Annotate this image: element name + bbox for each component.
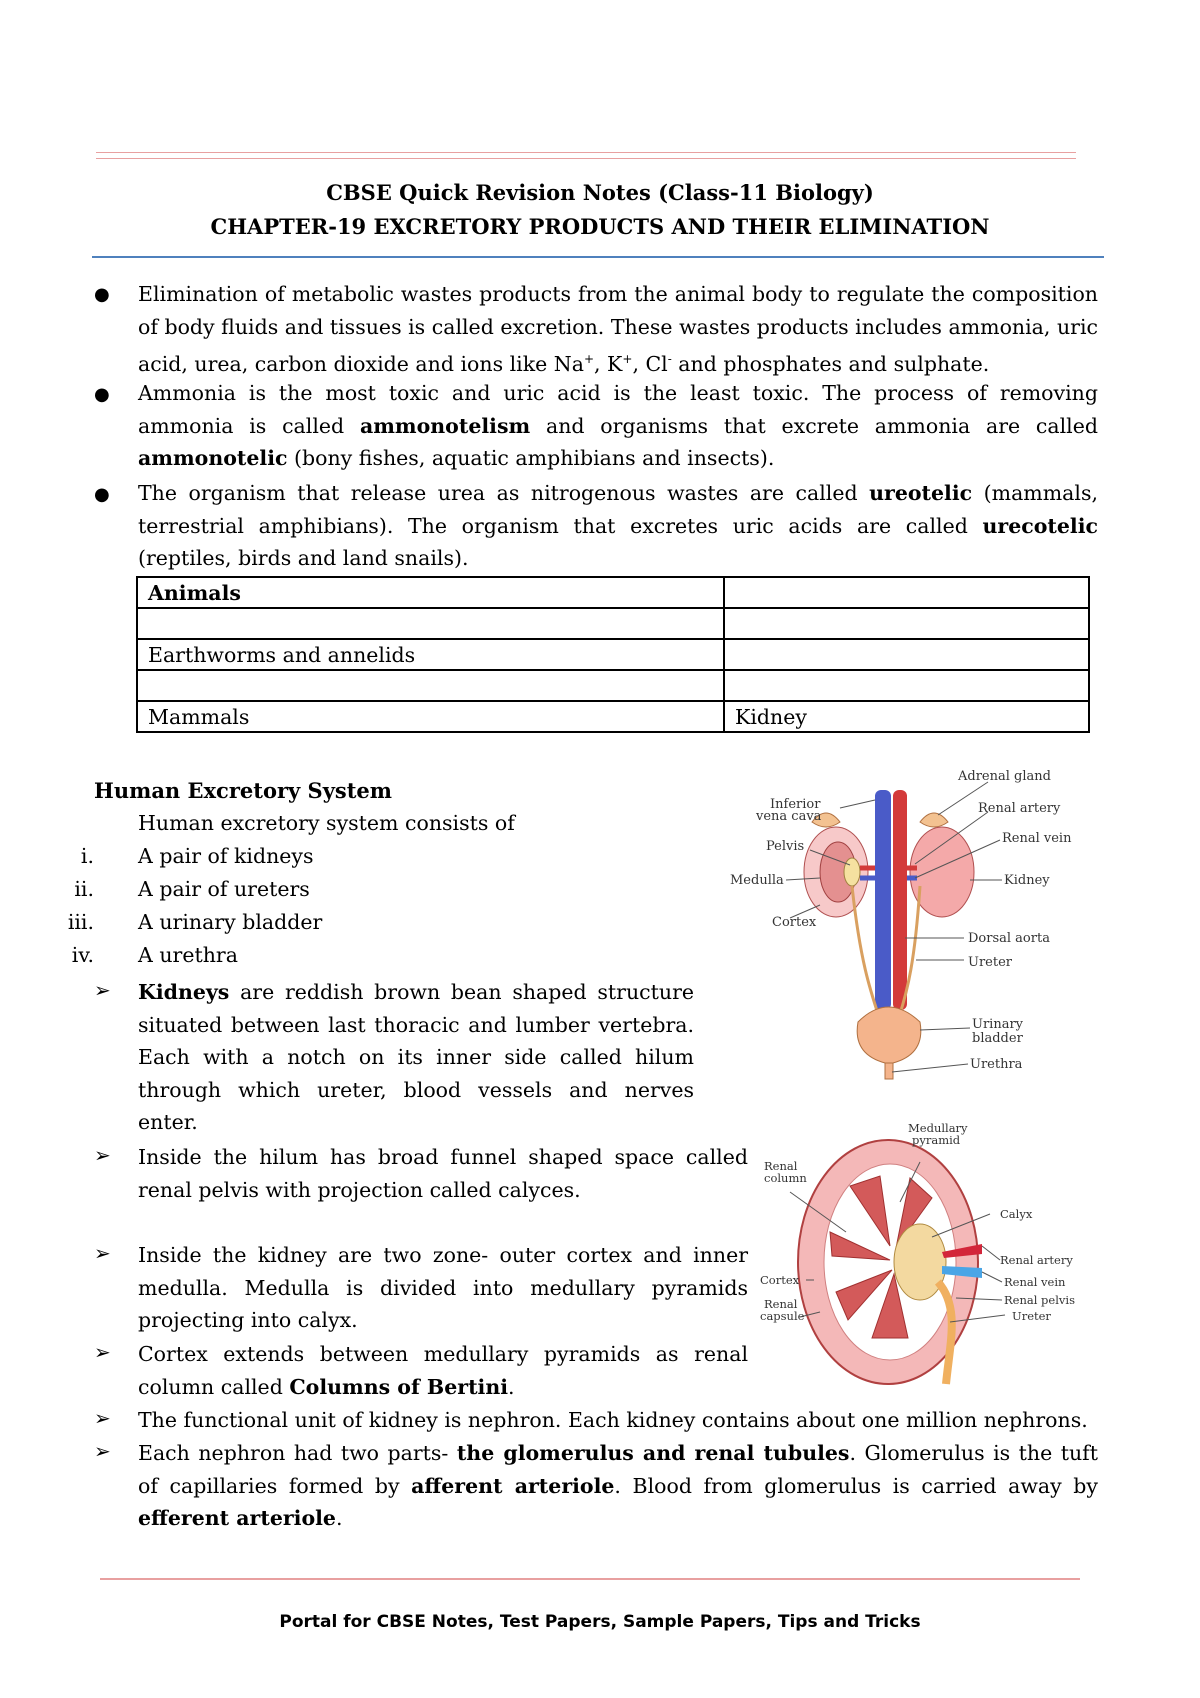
table-row xyxy=(137,670,1089,701)
label: Cortex xyxy=(760,1273,800,1287)
table-cell: Kidney xyxy=(724,701,1089,732)
text-run: (mammals, terrestrial amphibians). The organism that excretes uric acids are called xyxy=(138,481,1098,538)
table-row xyxy=(137,577,1089,608)
text-run: Ammonia is the most toxic and uric acid is the least toxic. The process of removing ammonia is called xyxy=(138,381,1098,438)
bullet-paragraph xyxy=(138,477,1098,575)
arrow-bullet-icon: ➢ xyxy=(94,1439,111,1463)
header-rule-top xyxy=(96,152,1076,153)
label: Cortex xyxy=(772,915,817,930)
label: Inferior xyxy=(770,797,821,812)
point-paragraph xyxy=(138,976,694,1139)
label: Renal xyxy=(764,1159,798,1173)
animals-table xyxy=(136,576,1090,733)
text-run: . Glomerulus is the tuft of capillaries formed by xyxy=(138,1441,1098,1498)
text-run: The organism that release urea as nitrogenous wastes are called xyxy=(138,481,870,505)
table-cell: Mammals xyxy=(137,701,724,732)
label: Medulla xyxy=(730,873,784,888)
footer-text: Portal for CBSE Notes, Test Papers, Sample Papers, Tips and Tricks xyxy=(279,1612,921,1632)
text-run: are reddish brown bean shaped structure situated between last thoracic and lumber vertebra. Each with a notch on its inner side called hilum through which ureter, blood vessels and nerves enter. xyxy=(138,980,694,1134)
kidney-left-pelvis xyxy=(844,858,860,886)
text-run: . xyxy=(335,1506,343,1530)
bullet-paragraph xyxy=(138,278,1098,380)
label: Urinary xyxy=(972,1017,1024,1032)
dorsal-aorta xyxy=(893,790,907,1010)
list-number: i. xyxy=(80,844,94,868)
label: Renal vein xyxy=(1002,831,1072,846)
excretory-system-diagram xyxy=(720,760,1100,1090)
text-run: (bony fishes, aquatic amphibians and insects). xyxy=(287,446,775,470)
superscript: - xyxy=(667,352,672,366)
label: Kidney xyxy=(1004,873,1050,888)
label: capsule xyxy=(760,1309,805,1323)
term-bold: Kidneys xyxy=(138,980,230,1004)
list-item: A urinary bladder xyxy=(138,910,323,934)
table-cell: Earthworms and annelids xyxy=(137,639,724,670)
list-number: iii. xyxy=(67,910,94,934)
table-cell xyxy=(724,670,1089,701)
list-item: A urethra xyxy=(138,943,238,967)
text-run: , Cl xyxy=(632,351,668,376)
label: Urethra xyxy=(970,1057,1023,1072)
urinary-bladder xyxy=(857,1007,921,1064)
list-item: A pair of ureters xyxy=(138,877,310,901)
label: Medullary xyxy=(908,1122,968,1135)
text-run: Inside the kidney are two zone- outer cortex and inner medulla. Medulla is divided into medullary pyramids projecting into calyx. xyxy=(138,1243,748,1332)
title-rule xyxy=(92,256,1104,258)
text-run: , K xyxy=(594,351,623,376)
text-run: and organisms that excrete ammonia are called xyxy=(530,413,1098,438)
header-rule-bottom xyxy=(96,158,1076,159)
text-run: . Blood from glomerulus is carried away by xyxy=(614,1473,1098,1498)
section-title: Human Excretory System xyxy=(94,778,393,803)
term-bold: afferent arteriole xyxy=(411,1473,615,1498)
table-cell xyxy=(137,670,724,701)
kidney-section-diagram xyxy=(760,1122,1100,1392)
footer-rule xyxy=(100,1578,1080,1580)
label: Renal artery xyxy=(978,801,1061,816)
inferior-vena-cava xyxy=(875,790,891,1010)
term-bold: the glomerulus and renal tubules xyxy=(456,1441,850,1465)
point-paragraph xyxy=(138,1239,748,1337)
superscript: + xyxy=(622,352,633,366)
label: Dorsal aorta xyxy=(968,931,1050,946)
bullet-icon: ● xyxy=(94,284,110,305)
point-paragraph xyxy=(138,1404,1098,1437)
arrow-bullet-icon: ➢ xyxy=(94,1143,111,1167)
label: Ureter xyxy=(968,955,1012,970)
term-bold: ammonotelism xyxy=(359,413,531,438)
arrow-bullet-icon: ➢ xyxy=(94,978,111,1002)
chapter-title: CHAPTER-19 EXCRETORY PRODUCTS AND THEIR ELIMINATION xyxy=(210,214,990,239)
label: Renal xyxy=(764,1297,798,1311)
text-run: (reptiles, birds and land snails). xyxy=(138,546,469,570)
section-intro: Human excretory system consists of xyxy=(138,811,515,835)
text-run: The functional unit of kidney is nephron. Each kidney contains about one million nephrons. xyxy=(138,1408,1088,1432)
page-title: CBSE Quick Revision Notes (Class-11 Biology) xyxy=(326,180,874,205)
label: Renal artery xyxy=(1000,1253,1073,1267)
point-paragraph xyxy=(138,1338,748,1403)
term-bold: urecotelic xyxy=(982,513,1098,538)
table-cell xyxy=(724,639,1089,670)
label: Adrenal gland xyxy=(958,769,1051,784)
table-cell xyxy=(724,577,1089,608)
point-paragraph xyxy=(138,1437,1098,1535)
term-bold: efferent arteriole xyxy=(138,1506,336,1530)
table-row xyxy=(137,639,1089,670)
urethra xyxy=(885,1063,893,1079)
arrow-bullet-icon: ➢ xyxy=(94,1340,111,1364)
adrenal-gland-right xyxy=(920,813,948,827)
superscript: + xyxy=(583,352,595,366)
label: Renal vein xyxy=(1004,1275,1066,1289)
text-run: Cortex extends between medullary pyramids as renal column called xyxy=(138,1342,748,1399)
table-cell: Animals xyxy=(137,577,724,608)
text-run: . xyxy=(508,1374,515,1399)
term-bold: ammonotelic xyxy=(138,446,288,470)
bullet-paragraph xyxy=(138,377,1098,475)
table-cell xyxy=(724,608,1089,639)
table-row xyxy=(137,701,1089,732)
label: Pelvis xyxy=(766,839,805,854)
label: vena cava xyxy=(756,809,822,824)
term-bold: ureotelic xyxy=(869,481,973,505)
label: Ureter xyxy=(1012,1309,1051,1323)
label: pyramid xyxy=(912,1133,961,1147)
text-run: and phosphates and sulphate. xyxy=(671,351,990,376)
table-row xyxy=(137,608,1089,639)
arrow-bullet-icon: ➢ xyxy=(94,1406,111,1430)
text-run: Each nephron had two parts- xyxy=(138,1441,457,1465)
list-item: A pair of kidneys xyxy=(138,844,314,868)
table-cell xyxy=(137,608,724,639)
label: Calyx xyxy=(1000,1207,1033,1221)
text-run: Elimination of metabolic wastes products from the animal body to regulate the composition of body fluids and tissues is called excretion. These wastes products includes ammonia, uric acid, urea, carbon dioxide and ions like Na xyxy=(138,282,1098,376)
bullet-icon: ● xyxy=(94,484,110,505)
label: bladder xyxy=(972,1031,1023,1046)
label: column xyxy=(764,1171,807,1185)
point-paragraph xyxy=(138,1141,748,1206)
list-number: ii. xyxy=(74,877,94,901)
bullet-icon: ● xyxy=(94,384,110,405)
term-bold: Columns of Bertini xyxy=(289,1374,509,1399)
list-number: iv. xyxy=(71,943,94,967)
label: Renal pelvis xyxy=(1004,1293,1075,1307)
text-run: Inside the hilum has broad funnel shaped space called renal pelvis with projection called calyces. xyxy=(138,1145,748,1202)
arrow-bullet-icon: ➢ xyxy=(94,1241,111,1265)
